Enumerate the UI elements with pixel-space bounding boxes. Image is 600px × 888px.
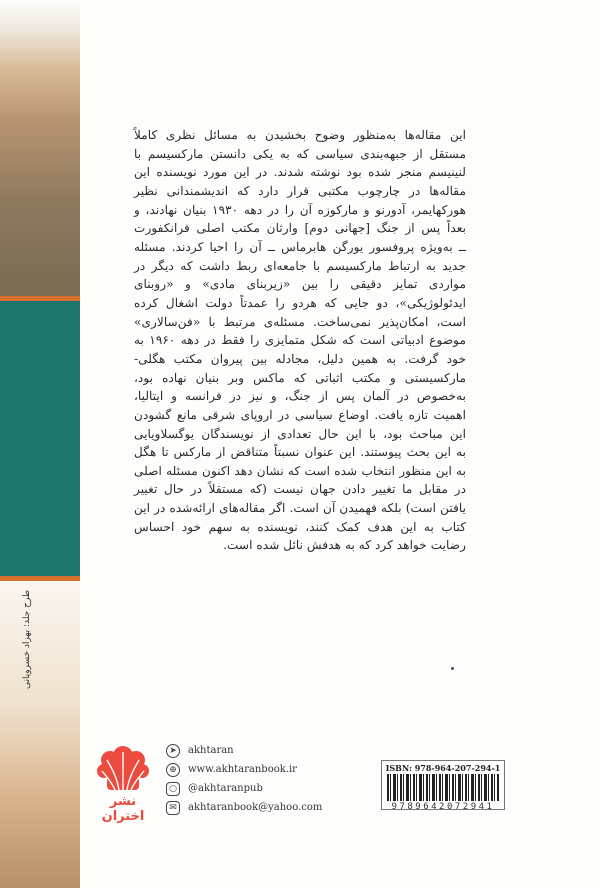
- isbn-barcode: [381, 760, 505, 810]
- decorative-dot: [451, 667, 454, 670]
- instagram-icon: ○: [166, 782, 180, 796]
- contact-text: www.akhtaranbook.ir: [188, 764, 297, 775]
- blurb-line: مواردی تمایز دقیقی را بین «زیربنای مادی» و «روبنای: [134, 277, 466, 292]
- blurb-line: رضایت خواهد کرد که به هدفش نائل شده است.: [223, 538, 466, 553]
- blurb-line: ــ به‌ویژه پروفسور یورگن هابرماس ــ آن را احیا کردند. مسئله: [134, 239, 466, 254]
- blurb-line: بعداً پس از جنگ [جهانی دوم] وارثان مکتب اصلی فرانکفورت: [134, 221, 466, 236]
- contact-telegram[interactable]: [166, 741, 322, 760]
- blurb-line: کتاب به این هدف کمک کنند، نویسنده به سهم خود احساس: [134, 519, 466, 534]
- contact-text: @akhtaranpub: [188, 783, 263, 794]
- blurb-line: یافتن است) بلکه فهمیدن آن است. اگر مقاله‌های ارائه‌شده در این: [134, 501, 466, 516]
- blurb-line: جدید به ارتباط مارکسیسم با جامعه‌ای ربط داشت که دیگر در: [134, 258, 466, 273]
- contact-text: akhtaranbook@yahoo.com: [188, 802, 323, 813]
- email-icon: ✉: [166, 801, 180, 815]
- cover-design-credit: طرح جلد: بهزاد خسرویانی: [22, 590, 32, 690]
- blurb-line: در مقابل ما تغییر دادن جهان نیست (که مستقلاً در حال تغییر: [134, 482, 466, 497]
- blurb-line: لنینیسم منجر شده بود نوشته شدند. در این مورد نویسنده این: [134, 165, 466, 180]
- blurb-line: موضوع ادبیاتی است که شکل متمایزی را فقط در دهه ۱۹۶۰ به: [134, 333, 466, 348]
- barcode-bars: [387, 774, 499, 801]
- blurb-line: ایدئولوژیکی»، دو جایی که هردو را عمدتاً دولت اشغال کرده: [134, 295, 466, 310]
- blurb-line: مقاله‌ها در چارچوب مکتبی قرار دارد که اندیشمندانی نظیر: [134, 183, 466, 198]
- blurb-line: این مقاله‌ها به‌منظور وضوح بخشیدن به مسائل نظری کاملاً: [134, 128, 466, 142]
- blurb-line: مستقل از جبهه‌بندی سیاسی که به یکی دانستن مارکسیسم با: [134, 146, 466, 161]
- cover-art-strip: [0, 0, 80, 888]
- isbn-label: ISBN: 978-964-207-294-1: [385, 763, 501, 773]
- contact-text: akhtaran: [188, 745, 234, 756]
- blurb-line: به این بحث پیوستند. این عنوان نسبتاً متناقض از مارکس تا هگل: [134, 445, 466, 460]
- blurb-line: این مباحث بود، با این حال تعدادی از نویسندگان یوگسلاویایی: [134, 426, 466, 441]
- blurb-line: مارکسیستی و مکتب اثباتی که ماکس وبر بنیان نهاده بود،: [134, 370, 466, 385]
- publisher-name: نشر اختران: [101, 794, 145, 824]
- blurb-line: هورکهایمر، آدورنو و مارکوزه آن را در دهه ۱۹۳۰ بنیان نهادند، و: [134, 202, 467, 217]
- publisher-logo: [88, 742, 158, 824]
- contact-website[interactable]: [166, 760, 322, 779]
- blurb-line: به این منظور انتخاب شده است که نشان دهد اکنون مسئله اصلی: [134, 463, 466, 478]
- publisher-flower-icon: [97, 742, 149, 792]
- contact-email[interactable]: [166, 798, 322, 817]
- blurb-line: اهمیت تازه یافت. اوضاع سیاسی در اروپای شرقی مانع گشودن: [134, 407, 466, 422]
- globe-icon: ⊕: [166, 763, 180, 777]
- telegram-icon: ➤: [166, 744, 180, 758]
- teal-band: [0, 301, 80, 576]
- barcode-number: 9789642072941: [391, 802, 495, 812]
- blurb-line: به‌خصوص در آلمان پس از جنگ، و نیز در فرانسه و ایتالیا،: [134, 389, 466, 404]
- blurb-line: است، امکان‌پذیر نمی‌ساخت. مسئله‌ی مرتبط با «فن‌سالاری»: [134, 314, 466, 329]
- back-cover-blurb: [134, 126, 466, 555]
- contact-instagram[interactable]: [166, 779, 322, 798]
- contact-list: [166, 741, 322, 817]
- blurb-line: خود گرفت. به همین دلیل، مجادله بین پیروان مکتب هگلی-: [134, 351, 466, 366]
